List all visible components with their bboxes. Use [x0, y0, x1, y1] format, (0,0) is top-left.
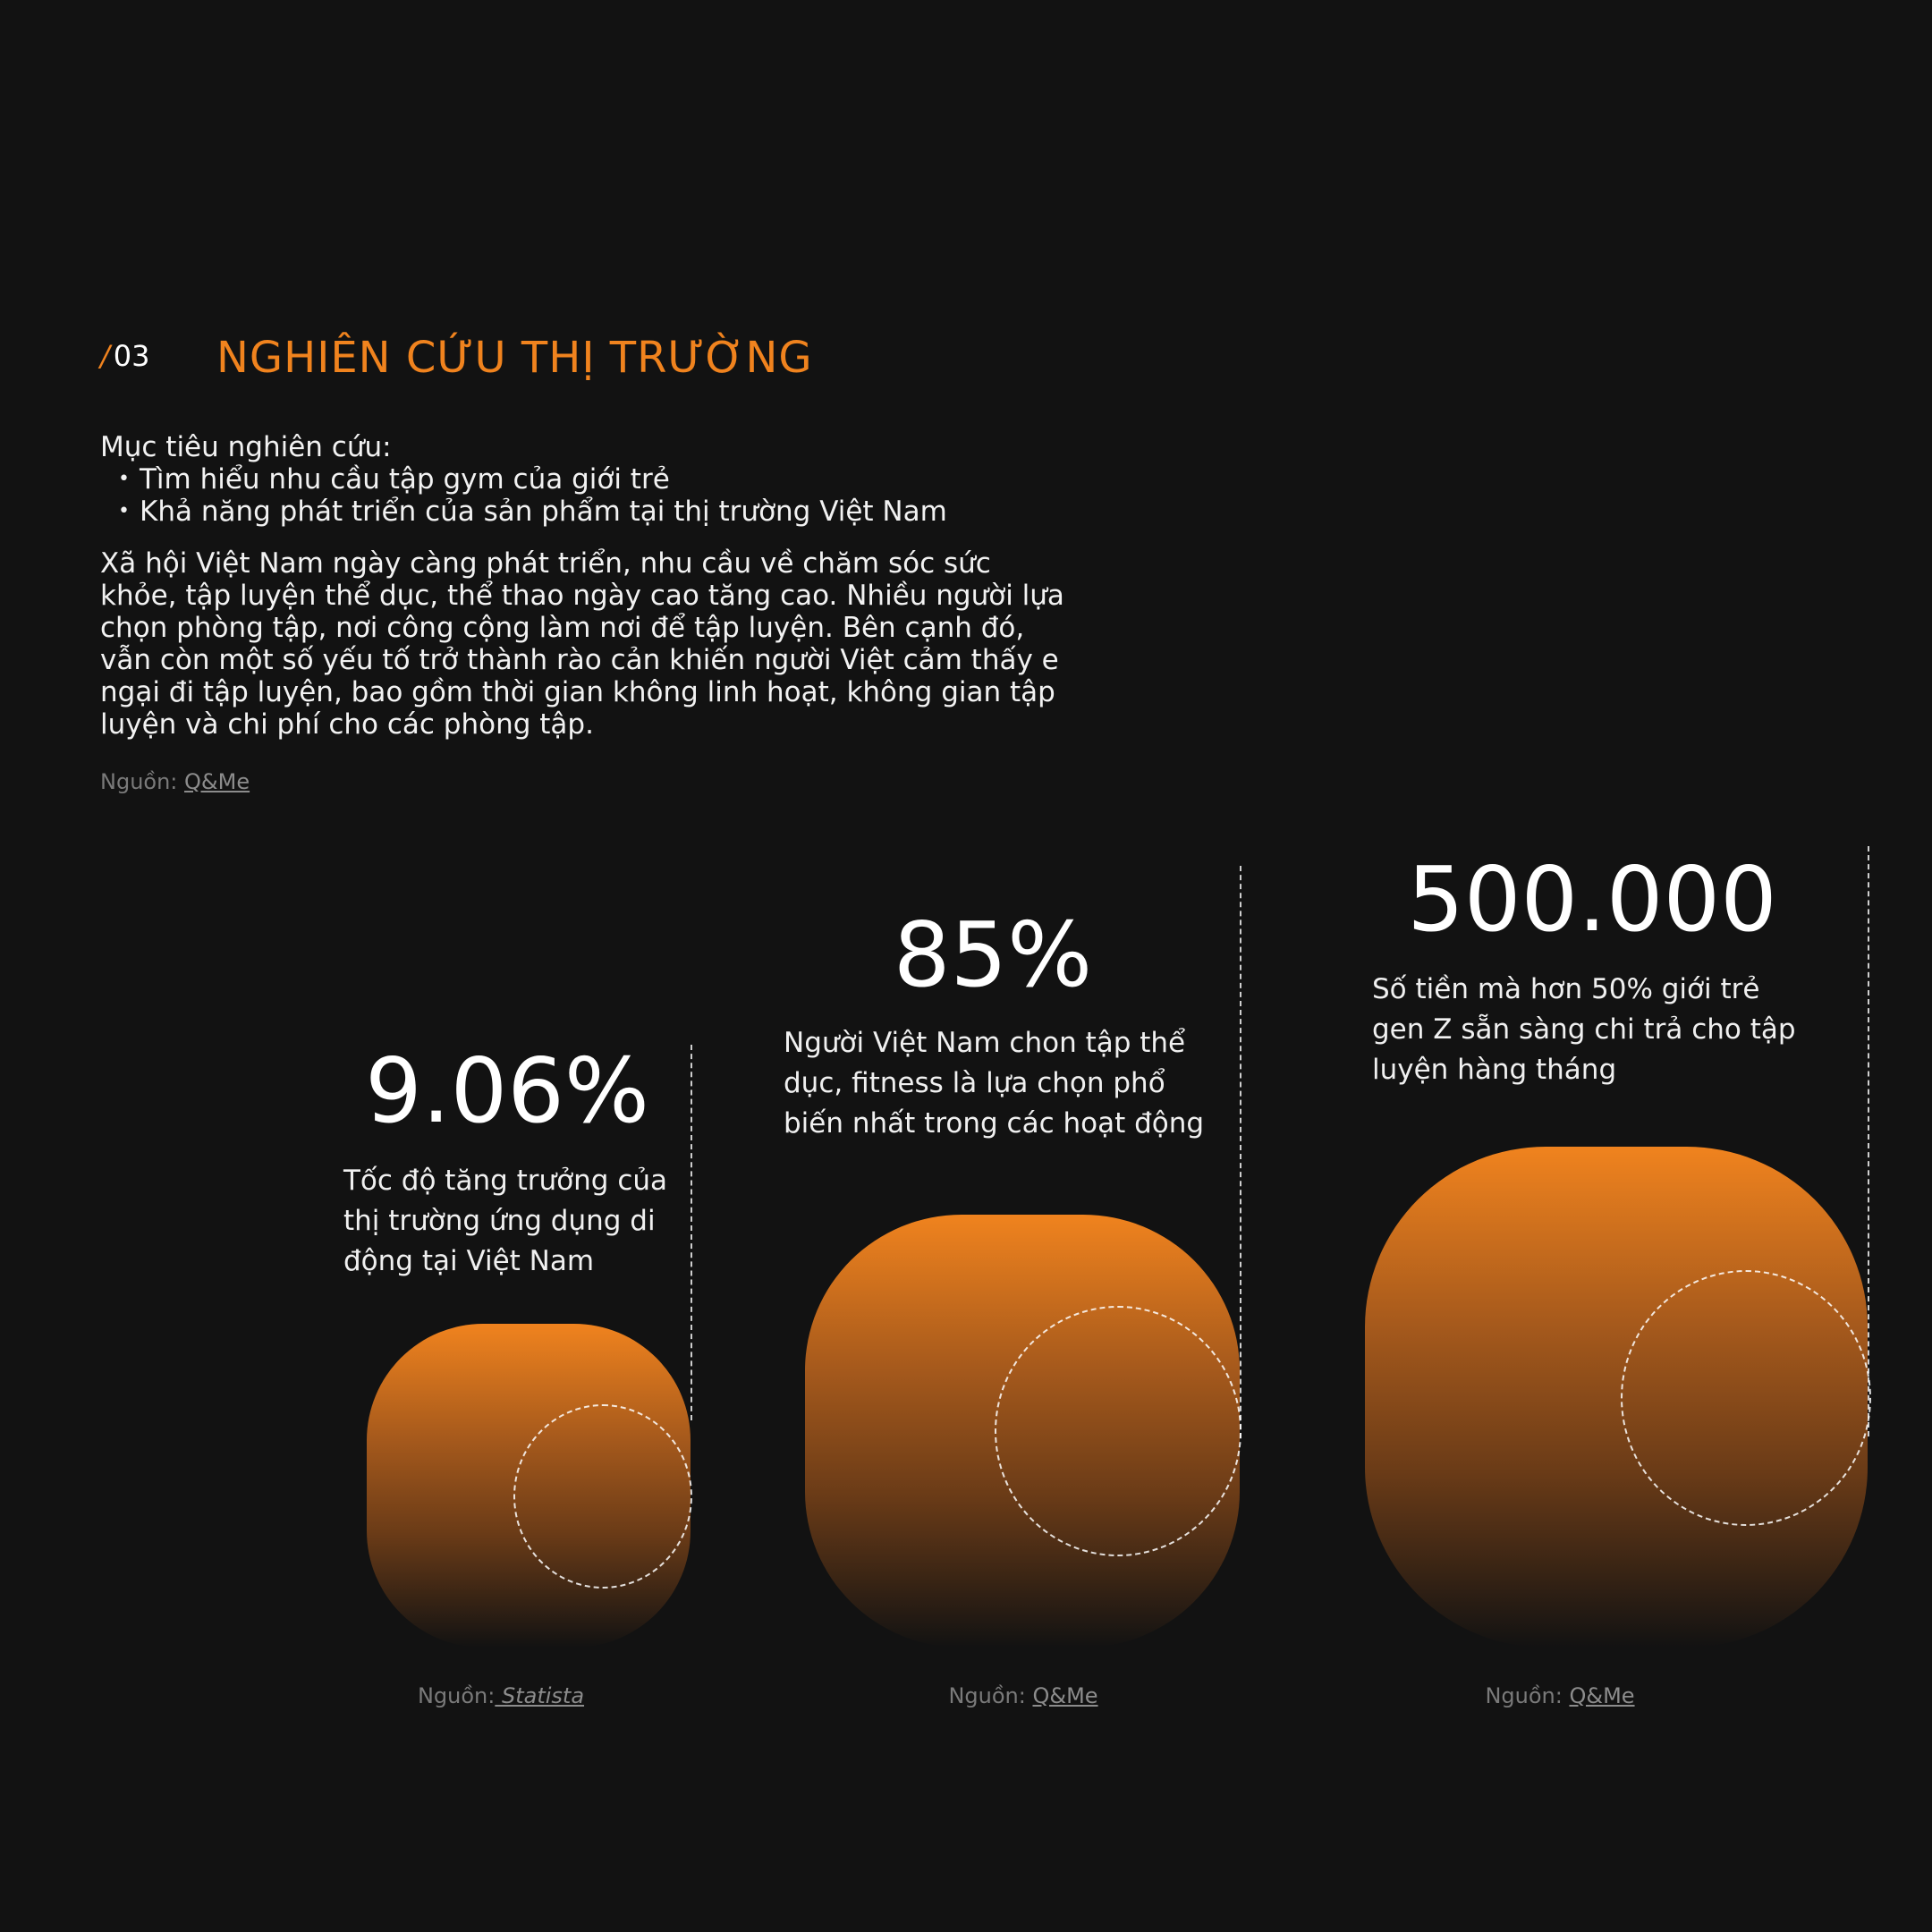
intro-source-link[interactable]: Q&Me	[184, 769, 250, 794]
intro-block	[100, 431, 1066, 741]
stat-value: 500.000	[1407, 847, 1777, 952]
stat-description: Số tiền mà hơn 50% giới trẻ gen Z sẵn sàng chi trả cho tập luyện hàng tháng	[1372, 973, 1796, 1086]
intro-source-label: Nguồn:	[100, 769, 185, 794]
section-title: NGHIÊN CỨU THỊ TRƯỜNG	[216, 333, 813, 383]
intro-paragraph: Xã hội Việt Nam ngày càng phát triển, nhu cầu về chăm sóc sức khỏe, tập luyện thể dục, thể thao ngày cao tăng cao. Nhiều người lựa chọn phòng tập, nơi công cộng làm nơi để tập luyện. Bên cạnh đó, vẫn còn một số yếu tố trở thành rào cản khiến người Việt cảm thấy e ngại đi tập luyện, bao gồm thời gian không linh hoạt, không gian tập luyện và chi phí cho các phòng tập.	[100, 547, 1064, 741]
dashed-ring	[1621, 1270, 1871, 1526]
stat-source-label: Nguồn:	[417, 1683, 496, 1708]
dashed-divider	[1240, 866, 1241, 1438]
stat-source-link[interactable]: Q&Me	[1569, 1683, 1635, 1708]
stat-description: Người Việt Nam chon tập thể dục, fitness là lựa chọn phổ biến nhất trong các hoạt động	[784, 1027, 1205, 1140]
stat-value: 9.06%	[365, 1038, 649, 1143]
dashed-ring	[995, 1306, 1241, 1556]
dashed-divider	[691, 1045, 692, 1420]
stat-source-link[interactable]: Q&Me	[1032, 1683, 1098, 1708]
stat-source	[358, 1682, 644, 1710]
dashed-divider	[1868, 846, 1869, 1436]
section-number-text: 03	[113, 339, 150, 373]
objective-item: • Tìm hiểu nhu cầu tập gym của giới trẻ	[118, 463, 1066, 496]
stat-source-label: Nguồn:	[948, 1683, 1033, 1708]
stat-source-label: Nguồn:	[1485, 1683, 1570, 1708]
stat-description: Tốc độ tăng trưởng của thị trường ứng dụng di động tại Việt Nam	[343, 1165, 668, 1277]
objectives-list	[100, 463, 1066, 528]
dashed-ring	[513, 1404, 692, 1589]
intro-source	[100, 767, 250, 796]
section-slash: /	[100, 339, 110, 373]
objective-item: • Khả năng phát triển của sản phẩm tại thị trường Việt Nam	[118, 496, 1066, 528]
section-number	[100, 336, 150, 376]
stat-source	[1417, 1682, 1703, 1710]
stat-value: 85%	[893, 902, 1093, 1007]
stat-source	[880, 1682, 1166, 1710]
stat-source-link[interactable]: Statista	[495, 1683, 585, 1708]
objectives-title: Mục tiêu nghiên cứu:	[100, 431, 392, 463]
